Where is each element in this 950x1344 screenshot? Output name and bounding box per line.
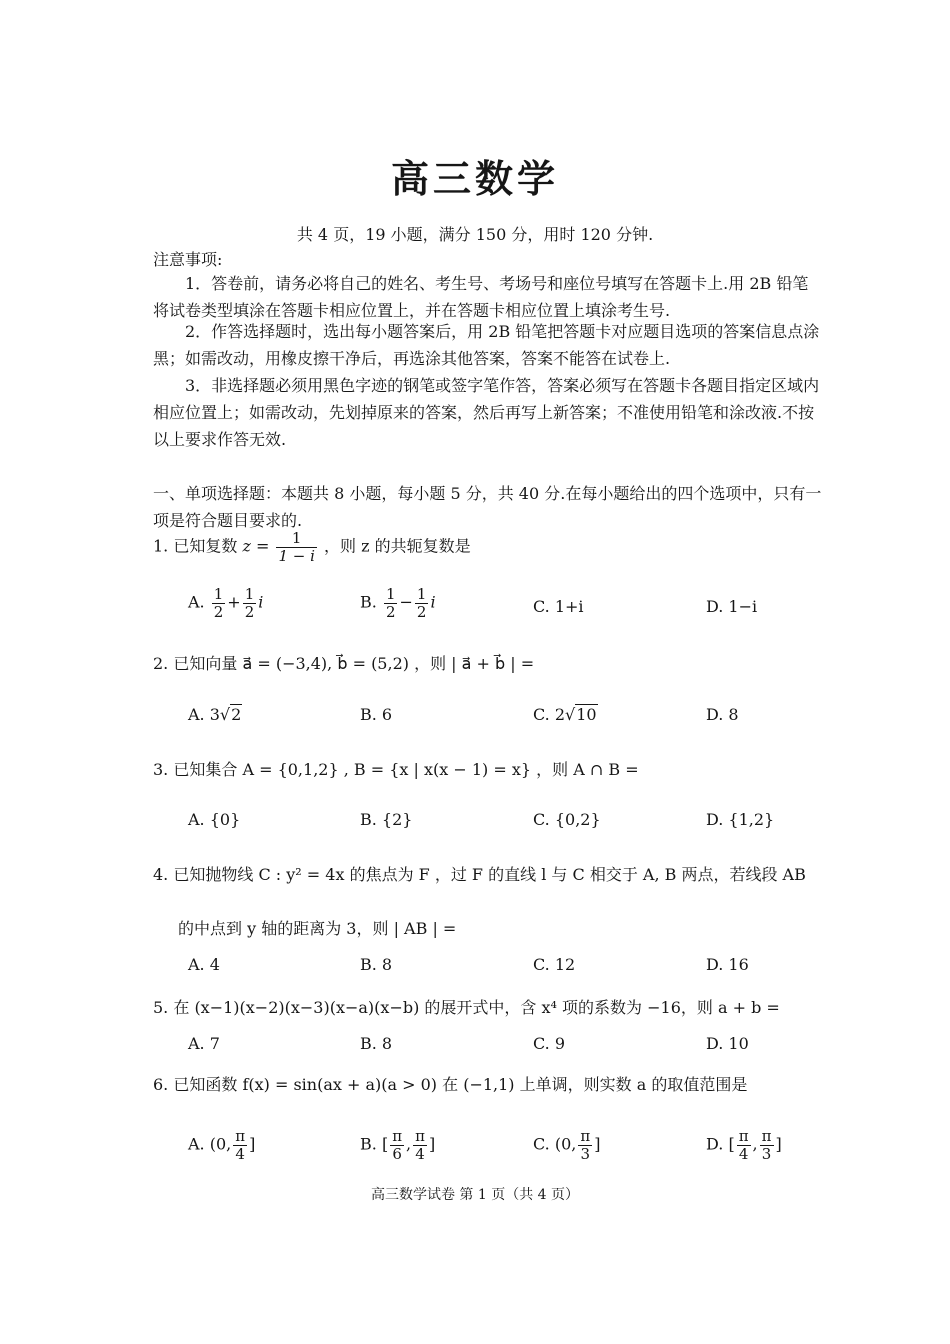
q2-option-a [188, 705, 242, 724]
q6-option-c [533, 1128, 600, 1162]
q1-opt-a-n2: 1 [244, 585, 255, 603]
q5-option-b: B. 8 [360, 1034, 393, 1053]
q1-opt-b-d2: 2 [416, 602, 427, 621]
question-5: 5. 在 (x−1)(x−2)(x−3)(x−a)(x−b) 的展开式中，含 x⁴ 项的系数为 −16，则 a + b = [153, 998, 780, 1017]
q6-opt-a-open: (0, [209, 1134, 232, 1154]
q5-option-c: C. 9 [533, 1034, 566, 1053]
q4-option-a: A. 4 [188, 955, 220, 974]
q6-opt-c-label: C. [533, 1134, 550, 1154]
q4-option-c: C. 12 [533, 955, 576, 974]
q6-opt-b-n1: π [392, 1127, 403, 1145]
q6-opt-d-n2: π [761, 1127, 772, 1145]
q3-option-b: B. {2} [360, 810, 413, 829]
q1-opt-b-op: − [399, 592, 413, 612]
q6-opt-d-d1: 4 [738, 1144, 749, 1163]
q1-opt-b-d1: 2 [385, 602, 396, 621]
q1-opt-b-n2: 1 [416, 585, 427, 603]
note-item-3: 3．非选择题必须用黑色字迹的钢笔或签字笔作答，答案必须写在答题卡各题目指定区域内相应位置上；如需改动，先划掉原来的答案，然后再写上新答案；不准使用铅笔和涂改液.不按以上要求作答无效. [153, 376, 820, 449]
q6-opt-a-label: A. [188, 1134, 205, 1154]
q3-option-a: A. {0} [188, 810, 241, 829]
q1-opt-a-frac1 [212, 586, 226, 620]
q1-frac-den: 1 − i [278, 546, 315, 565]
q6-opt-b-d2: 4 [415, 1144, 425, 1163]
q6-opt-a-close: ] [249, 1134, 256, 1154]
q1-opt-b-tail: i [430, 592, 436, 612]
question-6: 6. 已知函数 f(x) = sin(ax + a)(a > 0) 在 (−1,1) 上单调，则实数 a 的取值范围是 [153, 1075, 748, 1094]
q6-opt-c-den: 3 [580, 1144, 591, 1163]
q6-opt-b-close: ] [429, 1134, 436, 1154]
q1-opt-a-label: A. [188, 592, 205, 612]
q4-option-d: D. 16 [706, 955, 749, 974]
q6-option-b [360, 1128, 435, 1162]
q1-option-d: D. 1−i [706, 597, 758, 616]
question-4-line-2: 的中点到 y 轴的距离为 3，则 | AB | = [178, 919, 457, 938]
q1-opt-a-n1: 1 [213, 585, 224, 603]
q1-opt-b-n1: 1 [385, 585, 396, 603]
q2-opt-c-radicand: 10 [576, 705, 597, 724]
q6-opt-a-den: 4 [235, 1144, 245, 1163]
q1-opt-b-frac1 [384, 586, 398, 620]
q6-opt-b-open: [ [381, 1134, 389, 1154]
q4-option-b: B. 8 [360, 955, 393, 974]
q1-opt-a-frac2 [243, 586, 257, 620]
q1-var: z = [242, 536, 270, 556]
q1-opt-a-tail: i [258, 592, 264, 612]
q6-opt-a-num: π [235, 1127, 246, 1145]
q6-opt-b-sep: , [406, 1134, 412, 1154]
exam-info: 共 4 页，19 小题，满分 150 分，用时 120 分钟. [296, 225, 654, 244]
q1-opt-a-op: + [227, 592, 241, 612]
page-title: 高三数学 [390, 156, 559, 201]
q6-opt-a-frac [233, 1128, 247, 1162]
q6-opt-d-frac2 [760, 1128, 774, 1162]
question-2: 2. 已知向量 a⃗ = (−3,4), b⃗ = (5,2) ，则 | a⃗ + b⃗ | = [153, 654, 535, 673]
q6-opt-d-d2: 3 [761, 1144, 772, 1163]
q6-opt-d-frac1 [737, 1128, 751, 1162]
q1-opt-b-label: B. [360, 592, 377, 612]
q2-opt-a-label: A. 3 [188, 705, 220, 724]
q5-option-a: A. 7 [188, 1034, 220, 1053]
q6-opt-c-open: (0, [554, 1134, 577, 1154]
q6-opt-d-label: D. [706, 1134, 724, 1154]
q6-opt-c-close: ] [594, 1134, 601, 1154]
q3-option-d: D. {1,2} [706, 810, 775, 829]
q6-option-a [188, 1128, 255, 1162]
q1-fraction [276, 530, 316, 564]
question-4-line-1: 4. 已知抛物线 C : y² = 4x 的焦点为 F ，过 F 的直线 l 与 C 相交于 A, B 两点，若线段 AB [153, 865, 806, 884]
q1-opt-a-d1: 2 [213, 602, 224, 621]
q1-frac-num: 1 [276, 530, 316, 548]
note-item-1: 1．答卷前，请务必将自己的姓名、考生号、考场号和座位号填写在答题卡上.用 2B 铅笔将试卷类型填涂在答题卡相应位置上，并在答题卡相应位置上填涂考生号. [153, 274, 809, 320]
q6-opt-b-frac2 [413, 1128, 427, 1162]
note-item-2: 2．作答选择题时，选出每小题答案后，用 2B 铅笔把答题卡对应题目选项的答案信息点涂黑；如需改动，用橡皮擦干净后，再选涂其他答案，答案不能答在试卷上. [153, 322, 820, 368]
q2-option-b: B. 6 [360, 705, 393, 724]
q1-opt-a-d2: 2 [244, 602, 255, 621]
q1-option-b [360, 586, 436, 620]
notes-heading: 注意事项: [153, 250, 223, 269]
q2-option-c [533, 705, 598, 724]
q6-opt-c-frac [578, 1128, 592, 1162]
question-1 [153, 530, 471, 564]
q2-opt-c-label: C. 2 [533, 705, 566, 724]
q6-opt-b-n2: π [415, 1127, 425, 1145]
q5-option-d: D. 10 [706, 1034, 749, 1053]
q1-option-c: C. 1+i [533, 597, 584, 616]
q6-opt-b-frac1 [390, 1128, 404, 1162]
sqrt-icon: √2 [219, 705, 242, 724]
q6-opt-d-sep: , [752, 1134, 758, 1154]
q6-opt-b-d1: 6 [392, 1144, 402, 1163]
q6-opt-d-open: [ [728, 1134, 735, 1154]
section-heading: 一、单项选择题：本题共 8 小题，每小题 5 分，共 40 分.在每小题给出的四个选项中，只有一项是符合题目要求的. [153, 484, 822, 530]
q1-opt-b-frac2 [415, 586, 429, 620]
q6-opt-d-n1: π [738, 1127, 749, 1145]
sqrt-icon: √10 [565, 705, 597, 724]
q6-option-d [706, 1128, 782, 1162]
q2-opt-a-radicand: 2 [231, 705, 242, 724]
q6-opt-c-num: π [580, 1127, 591, 1145]
q6-opt-b-label: B. [360, 1134, 377, 1154]
q1-option-a [188, 586, 263, 620]
question-3: 3. 已知集合 A = {0,1,2} , B = {x | x(x − 1) = x} ，则 A ∩ B = [153, 760, 639, 779]
q6-opt-d-close: ] [775, 1134, 782, 1154]
q2-option-d: D. 8 [706, 705, 739, 724]
q1-suffix: ，则 z 的共轭复数是 [324, 536, 471, 556]
q1-prefix: 1. 已知复数 [153, 536, 238, 556]
q3-option-c: C. {0,2} [533, 810, 601, 829]
page-footer: 高三数学试卷 第 1 页（共 4 页） [370, 1187, 580, 1203]
